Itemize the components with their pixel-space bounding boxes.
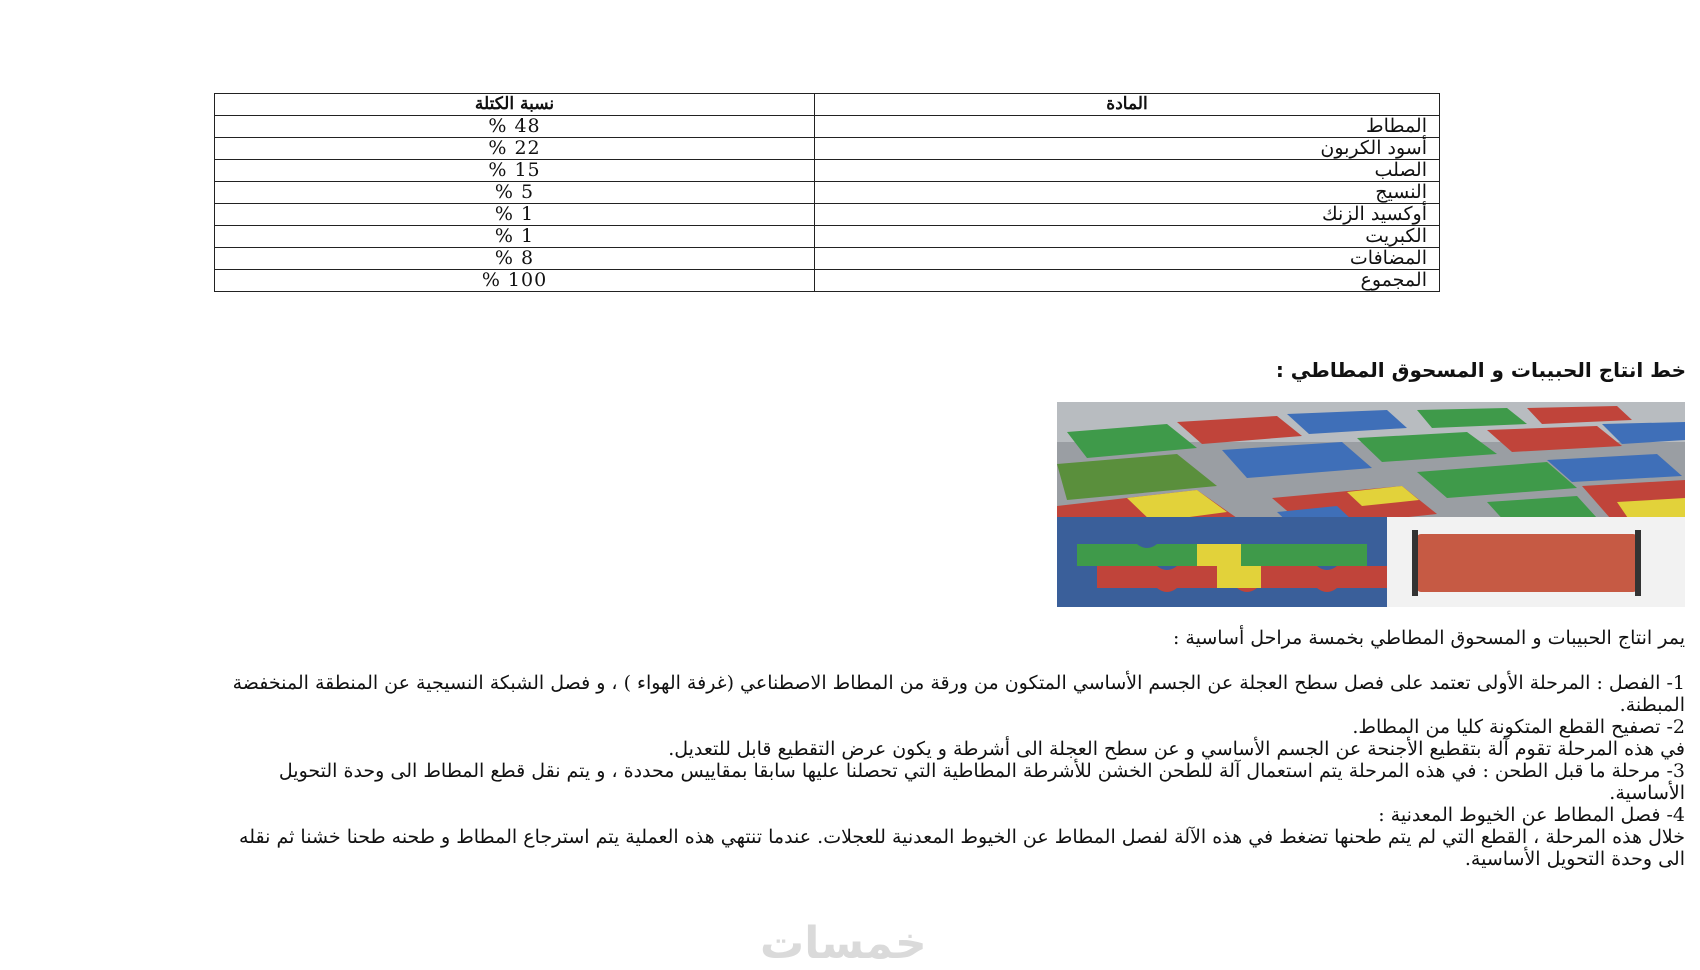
table-row [215, 182, 1440, 204]
ratio-cell: 1 % [215, 226, 815, 248]
material-cell: المطاط [815, 116, 1440, 138]
header-mass-ratio: نسبة الكتلة [215, 94, 815, 116]
step-1-separation: 1- الفصل : المرحلة الأولى تعتمد على فصل سطح العجلة عن الجسم الأساسي المتكون من ورقة من المطاط الاصطناعي (غرفة الهواء ) ، و فصل الشبكة النسيجية عن المنطقة المنخفضة المبطنة. [232, 672, 1685, 716]
ratio-cell: 5 % [215, 182, 815, 204]
process-steps [225, 672, 1685, 870]
table-row [215, 138, 1440, 160]
table-row [215, 204, 1440, 226]
material-cell: المجموع [815, 270, 1440, 292]
material-cell: أوكسيد الزنك [815, 204, 1440, 226]
step-2-description: في هذه المرحلة تقوم آلة بتقطيع الأجنحة عن الجسم الأساسي و عن سطح العجلة الى أشرطة و يكون عرض التقطيع قابل للتعديل. [668, 738, 1685, 760]
ratio-cell: 1 % [215, 204, 815, 226]
watermark-logo: خمسات [760, 918, 927, 969]
ratio-cell: 100 % [215, 270, 815, 292]
mass-ratio-table [214, 93, 1440, 292]
material-cell: أسود الكربون [815, 138, 1440, 160]
table-row [215, 226, 1440, 248]
table-row [215, 116, 1440, 138]
table-row [215, 248, 1440, 270]
table-row [215, 160, 1440, 182]
ratio-cell: 15 % [215, 160, 815, 182]
intro-paragraph: يمر انتاج الحبيبات و المسحوق المطاطي بخمسة مراحل أساسية : [1172, 627, 1685, 649]
material-cell: الكبريت [815, 226, 1440, 248]
step-2-lamination: 2- تصفيح القطع المتكونة كليا من المطاط. [1352, 716, 1685, 738]
table-row [215, 270, 1440, 292]
header-material: المادة [815, 94, 1440, 116]
ratio-cell: 8 % [215, 248, 815, 270]
material-cell: الصلب [815, 160, 1440, 182]
section-heading: خط انتاج الحبيبات و المسحوق المطاطي : [1275, 358, 1686, 382]
step-4-heading: 4- فصل المطاط عن الخيوط المعدنية : [1378, 804, 1685, 826]
table-header-row [215, 94, 1440, 116]
material-cell: المضافات [815, 248, 1440, 270]
rubber-tiles-illustration [1057, 402, 1685, 607]
step-3-pre-grinding: 3- مرحلة ما قبل الطحن : في هذه المرحلة يتم استعمال آلة للطحن الخشن للأشرطة المطاطية التي تحصلنا عليها سابقا بمقاييس محددة ، و يتم نقل قطع المطاط الى وحدة التحويل الأساسية. [278, 760, 1685, 804]
material-cell: النسيج [815, 182, 1440, 204]
ratio-cell: 22 % [215, 138, 815, 160]
step-4-description: خلال هذه المرحلة ، القطع التي لم يتم طحنها تضغط في هذه الآلة لفصل المطاط عن الخيوط المعدنية للعجلات. عندما تنتهي هذه العملية يتم استرجاع المطاط و طحنه طحنا خشنا ثم نقله الى وحدة التحويل الأساسية. [239, 826, 1685, 870]
ratio-cell: 48 % [215, 116, 815, 138]
rubber-tiles-photo [1057, 402, 1685, 607]
